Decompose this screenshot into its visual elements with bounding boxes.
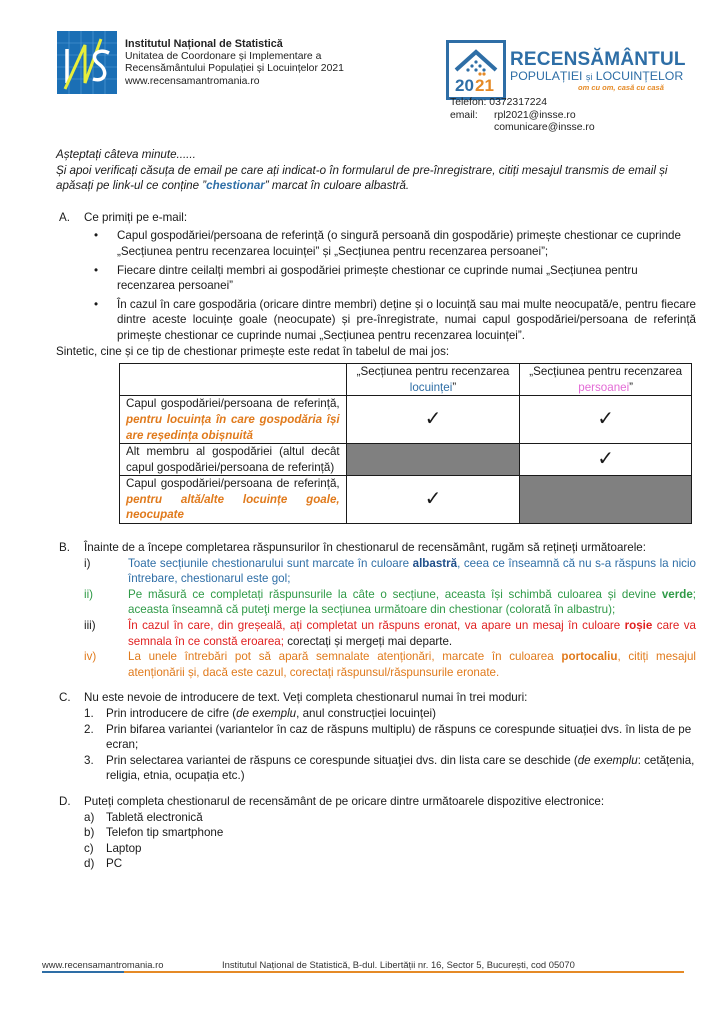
table-row: Capul gospodăriei/persoana de referință, pentru altă/alte locuințe goale, neocupate ✓ bbox=[120, 476, 692, 524]
list-item: d) PC bbox=[84, 857, 123, 871]
list-item: • În cazul în care gospodăria (oricare dintre membri) deține și o locuință sau mai multe neocupată/e, pentru fiecare dintre aceste locuințe goale (neocupate) și pre-înregistrate, numai capul gospodăriei/persoana de referință primește chestionar ce cuprinde numai „Secțiunea pentru recenzarea locuinței”. bbox=[84, 297, 696, 344]
list-item: iii) În cazul în care, din greșeală, ați completat un răspuns eronat, va apare un mesaj în culoare roșie care va semnala în ce constă eroarea; corectați și mergeți mai departe. bbox=[84, 619, 696, 648]
svg-text:21: 21 bbox=[475, 76, 494, 95]
footer-divider bbox=[42, 971, 124, 973]
footer-website-link[interactable]: www.recensamantromania.ro bbox=[42, 959, 164, 970]
table-row: Capul gospodăriei/persoana de referință, pentru locuința în care gospodăria își are reședința obișnuită ✓ ✓ bbox=[120, 396, 692, 444]
section-c: C. Nu este nevoie de introducere de text. Veți completa chestionarul numai în trei moduri: bbox=[56, 690, 696, 706]
intro-line: Așteptați câteva minute...... bbox=[56, 148, 196, 161]
email-link[interactable]: rpl2021@insse.ro bbox=[494, 109, 576, 121]
list-item: 1. Prin introducere de cifre (de exemplu, anul construcției locuinței) bbox=[84, 707, 436, 720]
list-item: 2. Prin bifarea variantei (variantelor în caz de răspuns multiplu) de răspuns ce corespunde situației dvs. în lista de pe ecran; bbox=[84, 722, 692, 752]
ins-unit-line: Recensământului Populației și Locuințelor 2021 bbox=[125, 63, 344, 75]
contact-block bbox=[450, 97, 595, 135]
phone-label: Telefon: bbox=[450, 97, 487, 108]
header-persoana: „Secțiunea pentru recenzarea persoanei” bbox=[520, 364, 692, 396]
checkmark-icon: ✓ bbox=[597, 408, 615, 431]
intro-paragraph: Și apoi verificați căsuța de email pe care ați indicat-o în formularul de pre-înregistrare, citiți mesajul transmis de email și apăsați pe link-ul ce conține ”chestionar” marcat în culoare albastră. bbox=[56, 163, 668, 193]
table-header-row bbox=[120, 364, 692, 396]
chestionar-keyword: chestionar bbox=[206, 179, 265, 193]
section-c-title: Nu este nevoie de introducere de text. Veți completa chestionarul numai în trei moduri: bbox=[84, 691, 528, 705]
na-cell bbox=[520, 476, 692, 524]
bullet-icon: • bbox=[94, 229, 99, 243]
section-d-title: Puteți completa chestionarul de recensământ de pe oricare dintre următoarele dispozitive electronice: bbox=[84, 794, 605, 808]
section-a-title: Ce primiți pe e-mail: bbox=[84, 210, 188, 224]
phone-number: 0372317224 bbox=[489, 97, 548, 108]
rpl-subtitle: POPULAȚIEI și LOCUINȚELOR bbox=[510, 69, 684, 83]
email-label: email: bbox=[450, 109, 478, 121]
checkmark-icon: ✓ bbox=[424, 488, 442, 511]
email-link[interactable]: comunicare@insse.ro bbox=[494, 122, 595, 134]
list-item: 3. Prin selectarea variantei de răspuns ce corespunde situaţiei dvs. din lista care se deschide (de exemplu: cetățenia, religia, etnia, ocupația etc.) bbox=[84, 753, 695, 783]
ins-title: Institutul Național de Statistică bbox=[125, 38, 283, 50]
svg-text:20: 20 bbox=[455, 76, 474, 95]
na-cell bbox=[346, 444, 520, 476]
list-item: • Fiecare dintre ceilalți membri ai gospodăriei primește chestionar ce cuprinde numai „Secțiunea pentru recenzarea persoanei” bbox=[84, 263, 696, 294]
section-b-title: Înainte de a începe completarea răspunsurilor în chestionarul de recensământ, rugăm să rețineți următoarele: bbox=[84, 541, 646, 555]
checkmark-icon: ✓ bbox=[424, 408, 442, 431]
bullet-icon: • bbox=[94, 297, 99, 311]
section-d: D. Puteți completa chestionarul de recensământ de pe oricare dintre următoarele dispozitive electronice: bbox=[56, 794, 696, 810]
ins-header-text bbox=[125, 38, 344, 88]
rpl-title: RECENSĂMÂNTUL bbox=[510, 49, 686, 70]
rpl-2021-house-icon bbox=[446, 40, 506, 100]
list-item: ii) Pe măsură ce completați răspunsurile la câte o secțiune, aceasta își schimbă culoarea și devine verde; aceasta înseamnă că puteţi merge la secțiunea următoare din chestionar (colorată în albastru); bbox=[84, 587, 696, 617]
list-item: c) Laptop bbox=[84, 841, 142, 855]
section-b: B. Înainte de a începe completarea răspunsurilor în chestionarul de recensământ, rugăm să rețineți următoarele: bbox=[56, 540, 696, 556]
list-item: b) Telefon tip smartphone bbox=[84, 826, 224, 840]
document-body bbox=[56, 147, 696, 872]
ins-website[interactable]: www.recensamantromania.ro bbox=[125, 75, 260, 87]
rpl-motto: om cu om, casă cu casă bbox=[578, 83, 664, 92]
ins-logo-icon bbox=[57, 31, 117, 94]
questionnaire-table bbox=[119, 363, 692, 524]
header-locuinta: „Secțiunea pentru recenzarea locuinței” bbox=[346, 364, 520, 396]
list-item: iv) La unele întrebări pot să apară semnalate atenționări, marcate în culoarea portocaliu, citiți mesajul atenționării și, dacă este cazul, corectați răspunsul/răspunsurile eronate. bbox=[84, 650, 696, 679]
list-item: a) Tabletă electronică bbox=[84, 810, 203, 824]
footer-address: Institutul Național de Statistică, B-dul. Libertății nr. 16, Sector 5, București, cod 05070 bbox=[222, 959, 575, 970]
list-item: i) Toate secțiunile chestionarului sunt marcate în culoare albastră, ceea ce înseamnă că nu s-a răspuns la nicio întrebare, chestionarul este gol; bbox=[84, 556, 696, 586]
section-a: A. Ce primiți pe e-mail: bbox=[56, 210, 696, 226]
bullet-icon: • bbox=[94, 263, 99, 277]
ins-unit-line: Unitatea de Coordonare și Implementare a bbox=[125, 50, 322, 62]
checkmark-icon: ✓ bbox=[597, 448, 615, 471]
list-item: • Capul gospodăriei/persoana de referință (o singură persoană din gospodărie) primește chestionar ce cuprinde „Secțiunea pentru recenzarea locuinței” și „Secțiunea pentru recenzarea persoanei”; bbox=[84, 228, 696, 259]
footer-divider bbox=[124, 971, 684, 973]
table-intro: Sintetic, cine și ce tip de chestionar primește este redat în tabelul de mai jos: bbox=[56, 344, 450, 358]
table-row: Alt membru al gospodăriei (altul decât capul gospodăriei/persoana de referință) ✓ bbox=[120, 444, 692, 476]
